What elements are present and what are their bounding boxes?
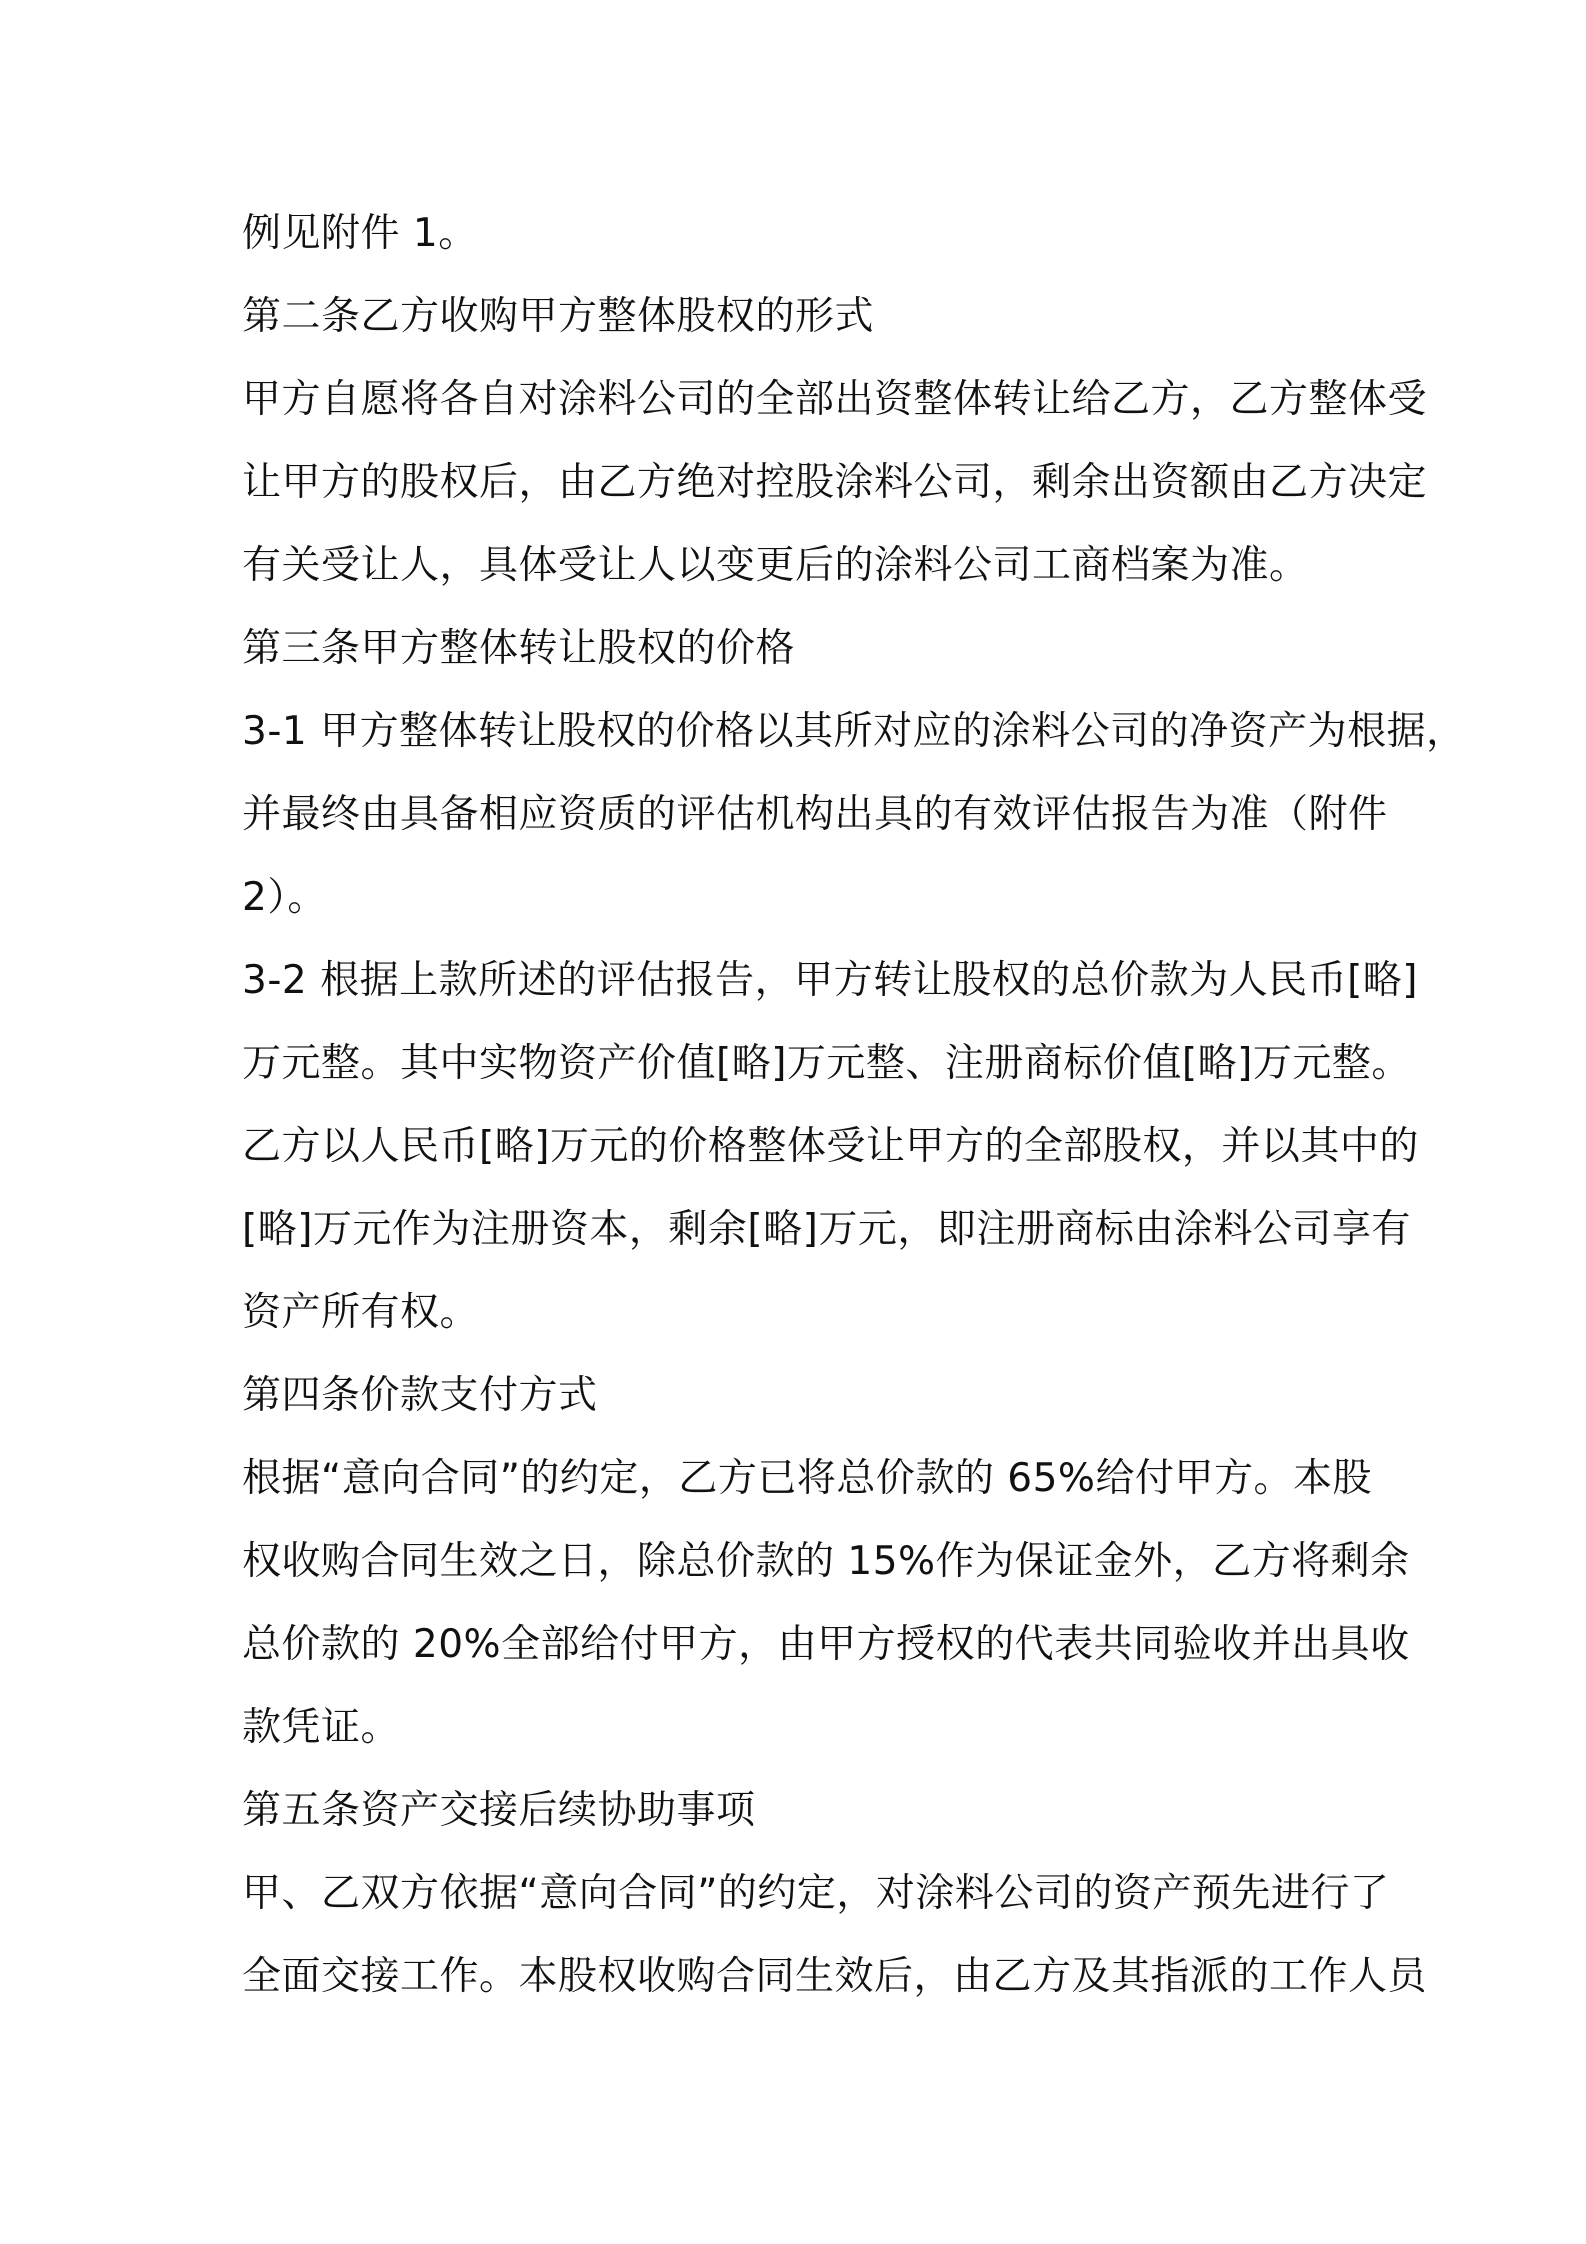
text-line: 万元整。其中实物资产价值[略]万元整、注册商标价值[略]万元整。 — [242, 1041, 1411, 1086]
text-line: 并最终由具备相应资质的评估机构出具的有效评估报告为准（附件 — [242, 792, 1388, 837]
text-line: 例见附件 1。 — [242, 211, 478, 256]
text-line: 款凭证。 — [242, 1705, 401, 1750]
document-body — [242, 192, 1466, 2018]
text-line: 有关受让人，具体受让人以变更后的涂料公司工商档案为准。 — [242, 543, 1309, 588]
section-heading: 第五条资产交接后续协助事项 — [242, 1788, 756, 1833]
text-line: 权收购合同生效之日，除总价款的 15%作为保证金外，乙方将剩余 — [242, 1539, 1410, 1584]
text-line: 甲方自愿将各自对涂料公司的全部出资整体转让给乙方，乙方整体受 — [242, 377, 1428, 422]
section-heading: 第二条乙方收购甲方整体股权的形式 — [242, 294, 875, 339]
text-line: 3-1 甲方整体转让股权的价格以其所对应的涂料公司的净资产为根据， — [242, 709, 1466, 754]
text-line: 3-2 根据上款所述的评估报告，甲方转让股权的总价款为人民币[略] — [242, 958, 1419, 1003]
text-line: 资产所有权。 — [242, 1290, 480, 1335]
text-line: 总价款的 20%全部给付甲方，由甲方授权的代表共同验收并出具收 — [242, 1622, 1410, 1667]
text-line: 根据“意向合同”的约定，乙方已将总价款的 65%给付甲方。本股 — [242, 1456, 1372, 1501]
section-heading: 第三条甲方整体转让股权的价格 — [242, 626, 796, 671]
text-line: 2）。 — [242, 875, 327, 920]
text-line: 全面交接工作。本股权收购合同生效后，由乙方及其指派的工作人员 — [242, 1954, 1428, 1999]
text-line: 乙方以人民币[略]万元的价格整体受让甲方的全部股权，并以其中的 — [242, 1124, 1419, 1169]
text-line: 甲、乙双方依据“意向合同”的约定，对涂料公司的资产预先进行了 — [242, 1871, 1390, 1916]
text-line: [略]万元作为注册资本，剩余[略]万元，即注册商标由涂料公司享有 — [242, 1207, 1411, 1252]
section-heading: 第四条价款支付方式 — [242, 1373, 598, 1418]
text-line: 让甲方的股权后，由乙方绝对控股涂料公司，剩余出资额由乙方决定 — [242, 460, 1428, 505]
